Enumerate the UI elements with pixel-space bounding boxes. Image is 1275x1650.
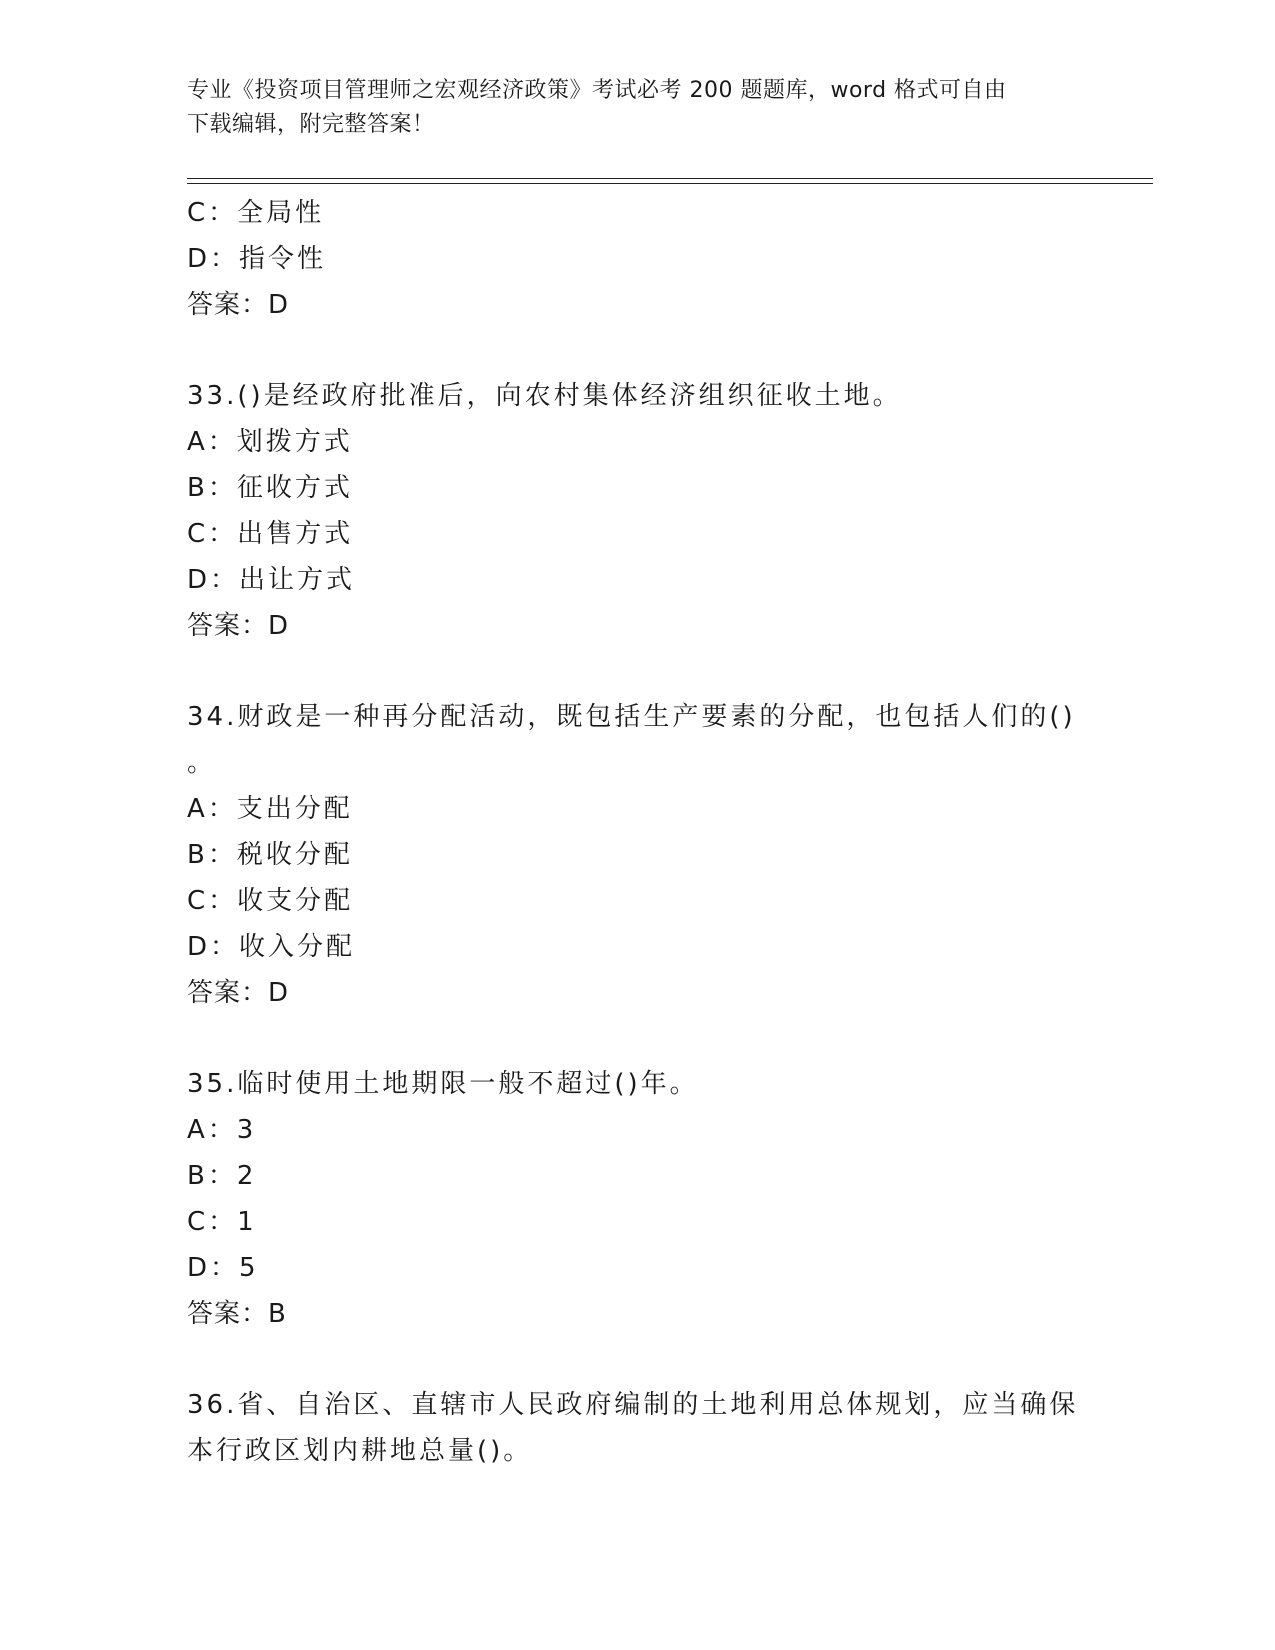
option-c: C：出售方式 [187, 519, 354, 549]
header-line-2: 下载编辑，附完整答案！ [187, 112, 435, 137]
answer: 答案：D [187, 978, 290, 1008]
question-36 [187, 1382, 1087, 1474]
question-35 [187, 1061, 1087, 1337]
option-d: D：出让方式 [187, 565, 356, 595]
question-33 [187, 373, 1087, 649]
answer: 答案：D [187, 611, 290, 641]
header-rule-bottom [187, 183, 1153, 184]
question-text-continued: 。 [187, 748, 217, 778]
question-text: 34.财政是一种再分配活动，既包括生产要素的分配，也包括人们的() [187, 702, 1076, 732]
option-c: C：1 [187, 1207, 257, 1237]
option-d: D：收入分配 [187, 932, 356, 962]
option-b: B：税收分配 [187, 840, 353, 870]
option-d: D：5 [187, 1253, 259, 1283]
option-d: D：指令性 [187, 244, 327, 274]
question-list [187, 190, 1087, 1474]
option-c: C：收支分配 [187, 886, 354, 916]
option-b: B：征收方式 [187, 473, 353, 503]
option-c: C：全局性 [187, 198, 325, 228]
question-text: 36.省、自治区、直辖市人民政府编制的土地利用总体规划，应当确保 [187, 1390, 1079, 1420]
option-a: A：3 [187, 1115, 257, 1145]
header-rule-top [187, 178, 1153, 179]
question-text-continued: 本行政区划内耕地总量()。 [187, 1436, 533, 1466]
option-b: B：2 [187, 1161, 257, 1191]
answer: 答案：D [187, 290, 290, 320]
option-a: A：划拨方式 [187, 427, 353, 457]
question-text: 35.临时使用土地期限一般不超过()年。 [187, 1069, 699, 1099]
option-a: A：支出分配 [187, 794, 353, 824]
question-text: 33.()是经政府批准后，向农村集体经济组织征收土地。 [187, 381, 902, 411]
question-partial [187, 190, 1087, 328]
document-header [187, 74, 1087, 142]
answer: 答案：B [187, 1299, 287, 1329]
question-34 [187, 694, 1087, 1016]
header-line-1: 专业《投资项目管理师之宏观经济政策》考试必考 200 题题库，word 格式可自由 [187, 78, 1007, 103]
